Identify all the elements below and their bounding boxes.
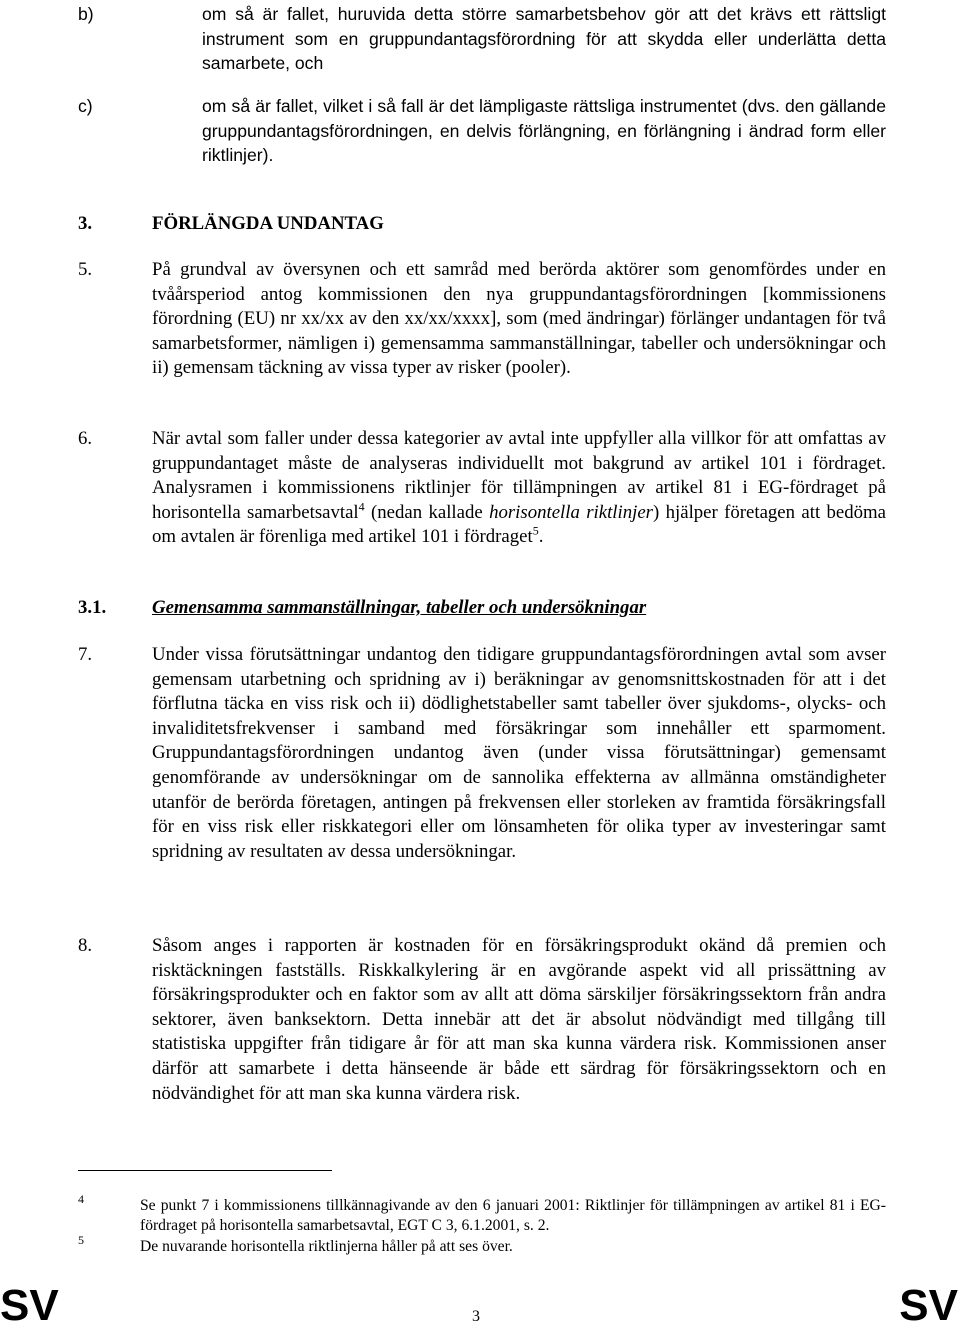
footnote-separator: [78, 1170, 332, 1171]
paragraph-text-part: ) hjälper företagen att bedöma om avtalen är förenliga med artikel 101 i fördraget: [152, 501, 886, 548]
list-marker: b): [78, 4, 94, 24]
paragraph-text-part: (nedan kallade: [364, 501, 490, 523]
paragraph-text: Såsom anges i rapporten är kostnaden för en försäkringsprodukt okänd då premien och risktäckningen fastställs. Riskkalkylering är en avgörande aspekt vid all prissättning av försäkringsprodukter och en faktor som av allt att döma särskiljer försäkringssektorn från andra sektorer, även banksektorn. Detta innebär att det är absolut nödvändigt med tillgång till statistiska uppgifter från tidigare år för att man ska kunna värdera risk. Kommissionen anser därför att samarbete i detta hänseende är både ett särdrag för försäkringssektorn och en nödvändighet för att man ska kunna värdera risk.: [152, 935, 886, 1104]
section-number: 3.: [78, 213, 93, 234]
paragraph-number: 6.: [78, 428, 93, 449]
page-number: 3: [472, 1308, 480, 1325]
subsection-title: Gemensamma sammanställningar, tabeller och undersökningar: [152, 597, 647, 618]
paragraph-number: 7.: [78, 644, 93, 665]
footnote-text: Se punkt 7 i kommissionens tillkännagivande av den 6 januari 2001: Riktlinjer för tillämpningen av artikel 81 i EG-fördraget på horisontella samarbetsavtal, EGT C 3, 6.1.2001, s. 2.: [140, 1197, 886, 1234]
footnote-ref-5: 5: [532, 524, 539, 539]
list-item-b: [78, 2, 886, 76]
subsection-number: 3.1.: [78, 597, 107, 618]
footnote-text: De nuvarande horisontella riktlinjerna håller på att ses över.: [140, 1238, 513, 1255]
paragraph-text: [152, 427, 886, 550]
italic-term: horisontella riktlinjer: [489, 501, 653, 523]
footer-language-right: SV: [899, 1281, 958, 1330]
paragraph-number: 8.: [78, 935, 93, 956]
footnote-marker: 5: [78, 1233, 84, 1247]
list-item-c: [78, 94, 886, 168]
paragraph-text-part: När avtal som faller under dessa kategorier av avtal inte uppfyller alla villkor för att omfattas av gruppundantaget måste de analyseras individuellt mot bakgrund av artikel 101 i fördraget. Analysramen i kommissionens riktlinjer för tillämpningen av artikel 81 i EG-fördraget på horisontella samarbetsavtal: [152, 428, 886, 523]
footnote-ref-4: 4: [358, 499, 365, 514]
footnote-marker: 4: [78, 1192, 84, 1206]
paragraph-number: 5.: [78, 259, 93, 280]
list-item-text: om så är fallet, vilket i så fall är det lämpligaste rättsliga instrumentet (dvs. den gällande gruppundantagsförordningen, en delvis förlängning, en förlängning i ändrad form eller riktlinjer).: [202, 96, 886, 166]
list-item-text: om så är fallet, huruvida detta större samarbetsbehov gör att det krävs ett rättsligt instrument som en gruppundantagsförordning för att skydda eller underlätta detta samarbete, och: [202, 4, 886, 74]
list-marker: c): [78, 96, 93, 116]
footer-language-left: SV: [0, 1281, 59, 1330]
paragraph-text: Under vissa förutsättningar undantog den tidigare gruppundantagsförordningen avtal som avser gemensam utarbetning och spridning av i) beräkningar av genomsnittskostnaden för att i det förflutna täcka en viss risk och ii) dödlighetstabeller samt tabeller över sjukdoms-, olycks- och invaliditetsfrekvenser i samband med försäkringar som innehåller ett sparmoment. Gruppundantagsförordningen undantog även (under vissa förutsättningar) gemensamt genomförande av undersökningar om de sannolika effekterna av allmänna omständigheter utanför de berörda företagen, antingen på frekvensen eller storleken av framtida försäkringsfall för en viss risk eller riskkategori eller om lönsamheten för olika typer av investeringar samt spridning av resultaten av dessa undersökningar.: [152, 644, 886, 862]
section-title: FÖRLÄNGDA UNDANTAG: [152, 213, 384, 234]
paragraph-text-part: .: [538, 526, 544, 548]
paragraph-text: På grundval av översynen och ett samråd med berörda aktörer som genomfördes under en tvåårsperiod antog kommissionen den nya gruppundantagsförordningen [kommissionens förordning (EU) nr xx/xx av den xx/xx/xxxx], som (med ändringar) förlänger undantagen för två samarbetsformer, nämligen i) gemensamma sammanställningar, tabeller och undersökningar och ii) gemensam täckning av vissa typer av risker (pooler).: [152, 259, 886, 379]
